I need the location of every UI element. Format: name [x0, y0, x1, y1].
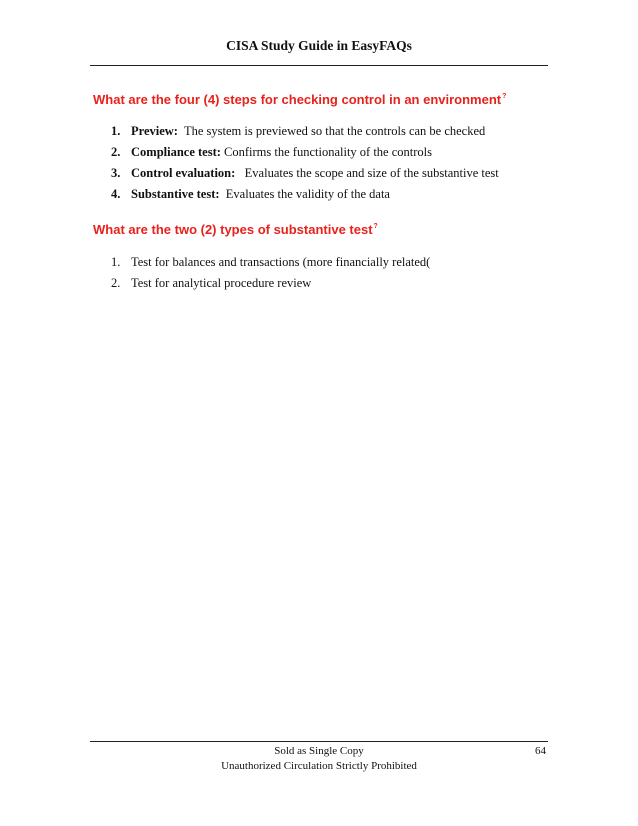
list-item [111, 121, 499, 142]
item-number: 2. [111, 276, 121, 290]
item-text: The system is previewed so that the controls can be checked [177, 124, 486, 138]
footer-warning: Unauthorized Circulation Strictly Prohibited [221, 760, 417, 772]
page-number: 64 [535, 745, 546, 757]
item-text: Evaluates the scope and size of the substantive test [235, 166, 499, 180]
item-text: Test for analytical procedure review [131, 276, 312, 290]
header-divider [90, 65, 548, 66]
list-item [111, 252, 430, 273]
list-item [111, 273, 430, 294]
page-header-title: CISA Study Guide in EasyFAQs [226, 38, 412, 53]
item-number: 2. [111, 145, 121, 159]
item-number: 1. [111, 255, 121, 269]
question-mark: ? [373, 223, 378, 230]
item-text: Evaluates the validity of the data [219, 187, 390, 201]
question-heading-2 [93, 222, 378, 237]
item-term: Preview: [131, 124, 178, 138]
list-item [111, 163, 499, 184]
steps-list [111, 121, 499, 205]
item-term: Compliance test: [131, 145, 221, 159]
item-text: Test for balances and transactions (more financially related( [131, 255, 431, 269]
test-types-list [111, 252, 430, 294]
item-term: Substantive test: [131, 187, 220, 201]
question-heading-1 [93, 92, 506, 107]
item-number: 3. [111, 166, 121, 180]
list-item [111, 184, 499, 205]
item-number: 4. [111, 187, 121, 201]
item-term: Control evaluation: [131, 166, 236, 180]
item-number: 1. [111, 124, 121, 138]
list-item [111, 142, 499, 163]
item-text: Confirms the functionality of the controls [220, 145, 432, 159]
question-text: What are the four (4) steps for checking control in an environment [93, 92, 502, 107]
footer-notice: Sold as Single Copy [274, 745, 364, 757]
question-text: What are the two (2) types of substantive test [93, 222, 373, 237]
footer-divider [90, 741, 548, 742]
question-mark: ? [502, 93, 507, 100]
